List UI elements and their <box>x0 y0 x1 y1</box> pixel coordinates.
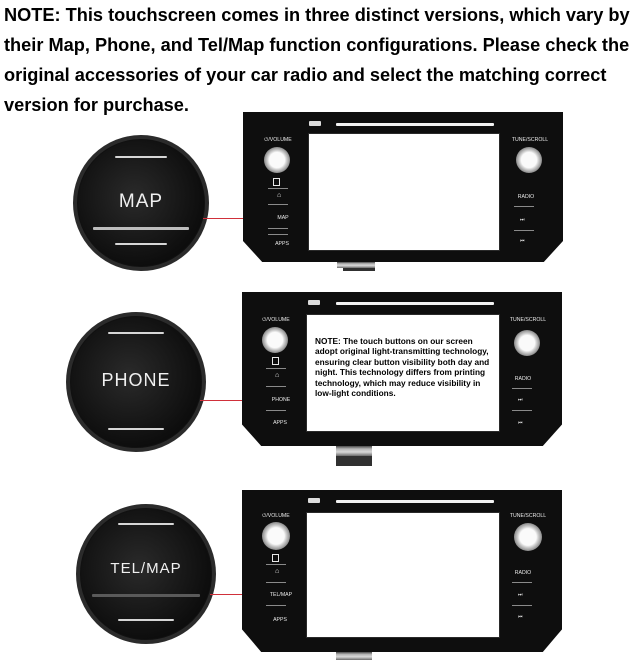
zoom-divider-top <box>115 156 167 158</box>
touch-screen[interactable] <box>306 512 500 638</box>
cd-slot <box>336 302 494 305</box>
map-zoom-circle <box>73 135 209 271</box>
flex-cable <box>336 652 372 660</box>
volume-knob[interactable] <box>262 327 288 353</box>
button-separator <box>512 388 532 389</box>
phone-zoom-label: PHONE <box>101 370 171 390</box>
next-track-icon[interactable]: ⏭ <box>518 397 523 403</box>
previous-track-icon[interactable]: ⏮ <box>518 614 523 620</box>
zoom-divider-bottom <box>115 243 167 245</box>
button-separator <box>266 368 286 369</box>
flex-cable-end <box>343 268 375 271</box>
slot-tab <box>308 498 320 503</box>
zoom-divider-mid <box>92 594 200 597</box>
button-separator <box>268 204 288 205</box>
telmap-button[interactable]: TEL/MAP <box>269 592 293 598</box>
previous-track-icon[interactable]: ⏮ <box>520 238 525 244</box>
button-separator <box>512 410 532 411</box>
phone-button[interactable]: PHONE <box>271 397 291 403</box>
cd-slot <box>336 500 494 503</box>
disc-icon <box>272 357 279 365</box>
home-icon[interactable]: ⌂ <box>275 568 280 575</box>
home-icon[interactable]: ⌂ <box>275 372 280 379</box>
slot-tab <box>309 121 321 126</box>
next-track-icon[interactable]: ⏭ <box>518 592 523 598</box>
map-zoom-label: MAP <box>118 191 164 212</box>
button-separator <box>512 605 532 606</box>
button-separator <box>266 564 286 565</box>
radio-button[interactable]: RADIO <box>514 376 532 382</box>
telmap-zoom-label: TEL/MAP <box>110 560 182 577</box>
tune-scroll-label: TUNE/SCROLL <box>509 317 547 323</box>
radio-button[interactable]: RADIO <box>514 570 532 576</box>
disc-icon <box>272 554 279 562</box>
touch-screen[interactable] <box>308 133 500 251</box>
flex-cable <box>336 446 372 456</box>
next-track-icon[interactable]: ⏭ <box>520 217 525 223</box>
previous-track-icon[interactable]: ⏮ <box>518 420 523 426</box>
zoom-divider-mid <box>93 227 189 230</box>
volume-label: ⏻/VOLUME <box>262 317 290 323</box>
button-separator <box>266 386 286 387</box>
cd-slot <box>336 123 494 126</box>
button-separator <box>268 228 288 229</box>
home-icon[interactable]: ⌂ <box>277 192 282 199</box>
zoom-divider-top <box>118 523 174 525</box>
zoom-divider-top <box>108 332 164 334</box>
button-separator <box>268 234 288 235</box>
button-separator <box>266 605 286 606</box>
tune-knob[interactable] <box>514 330 540 356</box>
headline-note: NOTE: This touchscreen comes in three distinct versions, which vary by their Map, Phone, and Tel/Map function configurations. Please check the original accessories of your car radio and select the matching correct version for purchase. <box>4 5 630 115</box>
tune-scroll-label: TUNE/SCROLL <box>511 137 549 143</box>
volume-knob[interactable] <box>264 147 290 173</box>
button-separator <box>514 206 534 207</box>
zoom-divider-bottom <box>118 619 174 621</box>
volume-knob[interactable] <box>262 522 290 550</box>
flex-cable-end <box>336 456 372 466</box>
disc-icon <box>273 178 280 186</box>
button-separator <box>266 410 286 411</box>
light-transmitting-note: NOTE: The touch buttons on our screen adopt original light-transmitting technology, ensuring clear button visibility both day and night. This technology differs from printing technology, which may reduce visibility in low-light conditions. <box>315 336 490 399</box>
button-separator <box>512 582 532 583</box>
radio-button[interactable]: RADIO <box>517 194 535 200</box>
telmap-zoom-circle <box>76 504 216 644</box>
slot-tab <box>308 300 320 305</box>
phone-zoom-circle <box>66 312 206 452</box>
button-separator <box>514 230 534 231</box>
apps-button[interactable]: APPS <box>275 241 289 247</box>
zoom-divider-bottom <box>108 428 164 430</box>
button-separator <box>266 582 286 583</box>
map-button[interactable]: MAP <box>277 215 289 221</box>
tune-knob[interactable] <box>516 147 542 173</box>
apps-button[interactable]: APPS <box>273 420 287 426</box>
volume-label: ⏻/VOLUME <box>264 137 292 143</box>
button-separator <box>268 188 288 189</box>
apps-button[interactable]: APPS <box>273 617 287 623</box>
volume-label: ⏻/VOLUME <box>262 513 290 519</box>
tune-scroll-label: TUNE/SCROLL <box>509 513 547 519</box>
tune-knob[interactable] <box>514 523 542 551</box>
